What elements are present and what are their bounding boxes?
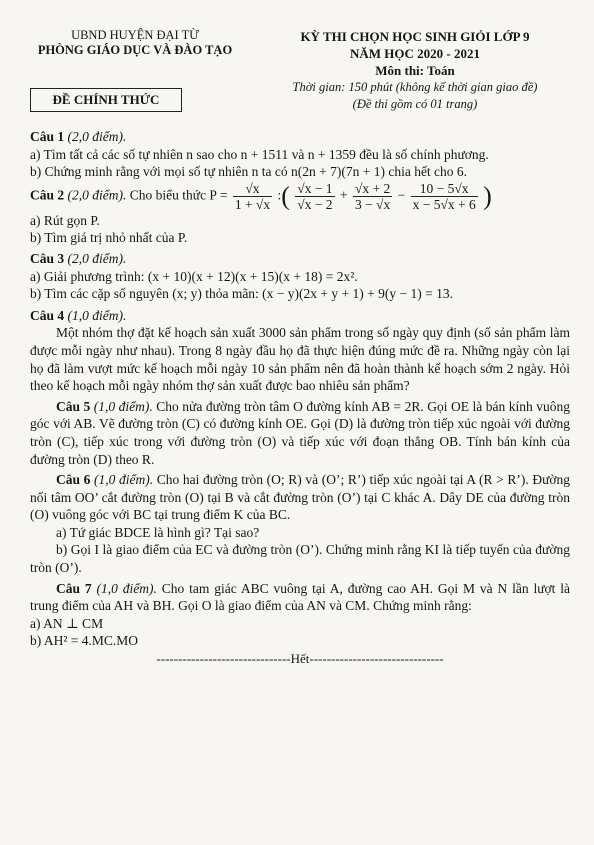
q1-a: a) Tìm tất cả các số tự nhiên n sao cho n + 1511 và n + 1359 đều là số chính phương. <box>30 146 489 162</box>
q3-a: a) Giải phương trình: (x + 10)(x + 12)(x + 15)(x + 18) = 2x². <box>30 268 358 284</box>
header-left <box>30 28 240 58</box>
q2-a: a) Rút gọn P. <box>30 212 100 228</box>
district-name: UBND HUYỆN ĐẠI TỪ <box>71 28 199 42</box>
q4-heading: Câu 4 (1,0 điểm). <box>30 307 127 323</box>
q6-b: b) Gọi I là giao điểm của EC và đường tròn (O’). Chứng minh rằng KI là tiếp tuyến của đường tròn (O’). <box>30 542 570 576</box>
q5-text: Câu 5 (1,0 điểm). Cho nửa đường tròn tâm O đường kính AB = 2R. Gọi OE là bán kính vuông góc với AB. Vẽ đường tròn (C) có đường kính OE. Gọi (D) là đường tròn tiếp xúc ngoài với đường tròn (C), tiếp xúc trong với đường tròn (O) và tiếp xúc với đoạn thẳng OB. Tính bán kính của đường tròn (D) theo R. <box>30 398 571 467</box>
q6-text: Câu 6 (1,0 điểm). Cho hai đường tròn (O; R) và (O’; R’) tiếp xúc ngoài tại A (R > R’). Đường nối tâm OO’ cắt đường tròn (O) tại B và cắt đường tròn (O’) tại C khác A. Dây DE của đường tròn (O) vuông góc với BC tại trung điểm K của BC. <box>30 472 571 523</box>
department-name: PHÒNG GIÁO DỤC VÀ ĐÀO TẠO <box>37 43 233 57</box>
q7-text: Câu 7 (1,0 điểm). Cho tam giác ABC vuông tại A, đường cao AH. Gọi M và N lần lượt là trung điểm của AH và BH. Gọi O là giao điểm của AN và CM. Chứng minh rằng: <box>30 580 571 614</box>
fraction-2: $\frac{√x - 1}{√x - 2}$ <box>297 180 333 212</box>
q3-b: b) Tìm các cặp số nguyên (x; y) thỏa mãn: (x − y)(2x + y + 1) + 9(y − 1) = 13. <box>30 286 453 302</box>
official-stamp: ĐỀ CHÍNH THỨC <box>30 88 182 112</box>
exam-body <box>30 128 570 668</box>
time-limit: Thời gian: 150 phút (không kể thời gian giao đề) <box>292 80 538 94</box>
school-year: NĂM HỌC 2020 - 2021 <box>350 46 480 61</box>
fraction-4: $\frac{10 - 5√x}{x - 5√x + 6}$ <box>412 180 476 212</box>
end-marker: -------------------------------Hết------------------------------- <box>156 651 444 667</box>
q6-a: a) Tứ giác BDCE là hình gì? Tại sao? <box>56 524 260 540</box>
subject: Môn thi: Toán <box>375 63 455 78</box>
q1-b: b) Chứng minh rằng với mọi số tự nhiên n ta có n(2n + 7)(7n + 1) chia hết cho 6. <box>30 164 468 180</box>
q3-heading: Câu 3 (2,0 điểm). <box>30 250 127 266</box>
q7-b: b) AH² = 4.MC.MO <box>30 633 139 649</box>
exam-title: KỲ THI CHỌN HỌC SINH GIỎI LỚP 9 <box>300 29 530 44</box>
q1-heading: Câu 1 (2,0 điểm). <box>30 129 127 144</box>
q7-a: a) AN ⊥ CM <box>30 615 104 631</box>
header-right <box>265 28 565 113</box>
fraction-1: $\frac{√x}{1 + √x}$ <box>234 180 271 212</box>
q2-b: b) Tìm giá trị nhỏ nhất của P. <box>30 230 188 246</box>
q4-text: Một nhóm thợ đặt kế hoạch sản xuất 3000 sản phẩm trong số ngày quy định (số sản phẩm làm được mỗi ngày như nhau). Trong 8 ngày đầu họ đã thực hiện đúng mức đề ra. Những ngày còn lại họ đã làm vượt mức kế hoạch mỗi ngày 10 sản phẩm nên đã hoàn thành kế hoạch sớm 2 ngày. Hỏi theo kế hoạch mỗi ngày nhóm thợ sản xuất được bao nhiêu sản phẩm? <box>30 325 570 394</box>
q2-heading: Câu 2 (2,0 điểm). Cho biểu thức P = $\frac{√x}{1 + √x}$ :( $\frac{√x - 1}{√x - 2}$ + $\frac{√x + 2}{3 - √x}$ − $\frac{10 - 5√x}{x - 5√x + 6}$ ) <box>30 180 492 212</box>
page-count: (Đề thi gồm có 01 trang) <box>352 97 478 111</box>
fraction-3: $\frac{√x + 2}{3 - √x}$ <box>354 180 391 212</box>
